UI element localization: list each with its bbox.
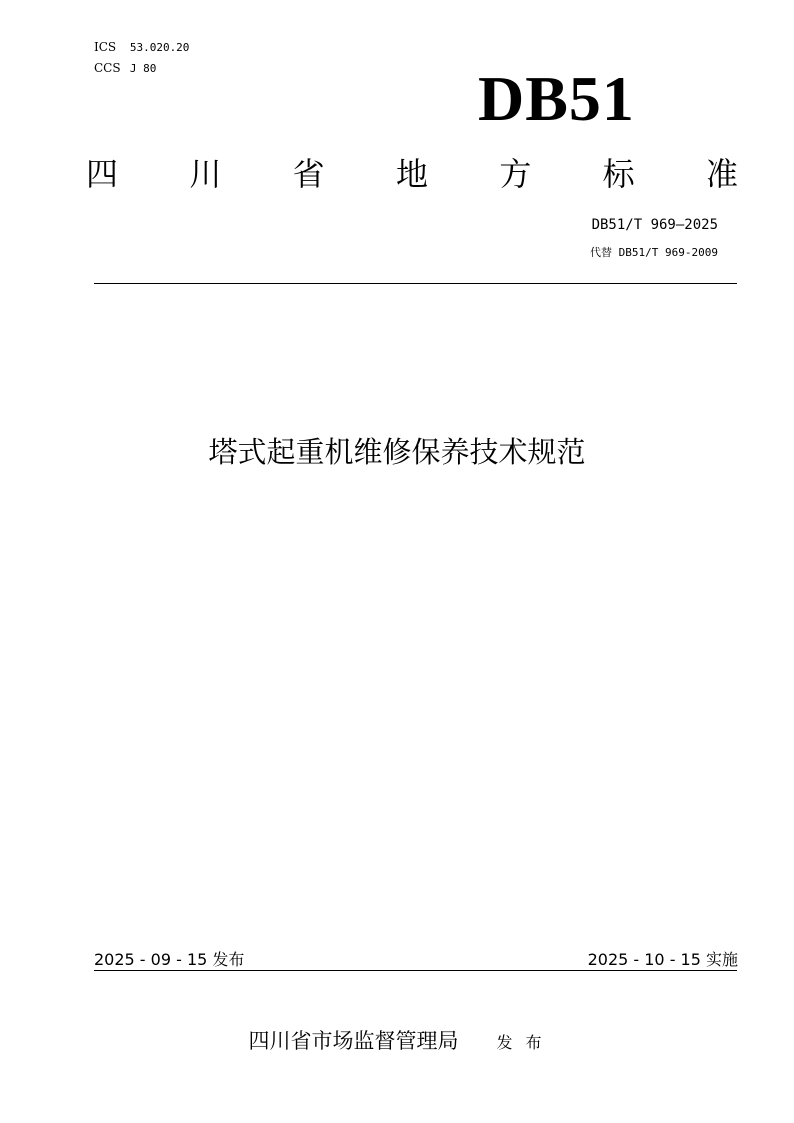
standard-type-char: 方: [499, 155, 532, 193]
issue-verb: 发 布: [496, 1033, 546, 1052]
standard-type-char: 川: [189, 155, 222, 193]
issuer-line: [0, 1025, 794, 1055]
standard-type-char: 标: [602, 155, 635, 193]
header-divider: [94, 283, 737, 284]
standard-type-char: 准: [705, 155, 738, 193]
standard-number: DB51/T 969—2025: [591, 217, 718, 233]
standard-type-char: 四: [86, 155, 119, 193]
ics-code: 53.020.20: [129, 41, 190, 54]
standard-type-heading: [86, 150, 738, 194]
document-title: 塔式起重机维修保养技术规范: [208, 435, 586, 469]
footer-divider: [94, 970, 737, 971]
ics-line: [94, 40, 189, 55]
standard-type-char: 地: [395, 155, 428, 193]
issuer-name: 四川省市场监督管理局: [248, 1029, 459, 1053]
standard-logo: DB51: [478, 63, 635, 134]
ccs-label: CCS: [94, 61, 121, 75]
ccs-line: [94, 61, 156, 76]
standard-type-char: 省: [292, 155, 325, 193]
effective-date: 2025 - 10 - 15 实施: [587, 950, 738, 969]
replaces-note: 代替 DB51/T 969-2009: [590, 246, 718, 259]
ics-label: ICS: [94, 40, 117, 54]
issue-date: 2025 - 09 - 15 发布: [94, 950, 245, 969]
ccs-code: J 80: [129, 62, 157, 75]
